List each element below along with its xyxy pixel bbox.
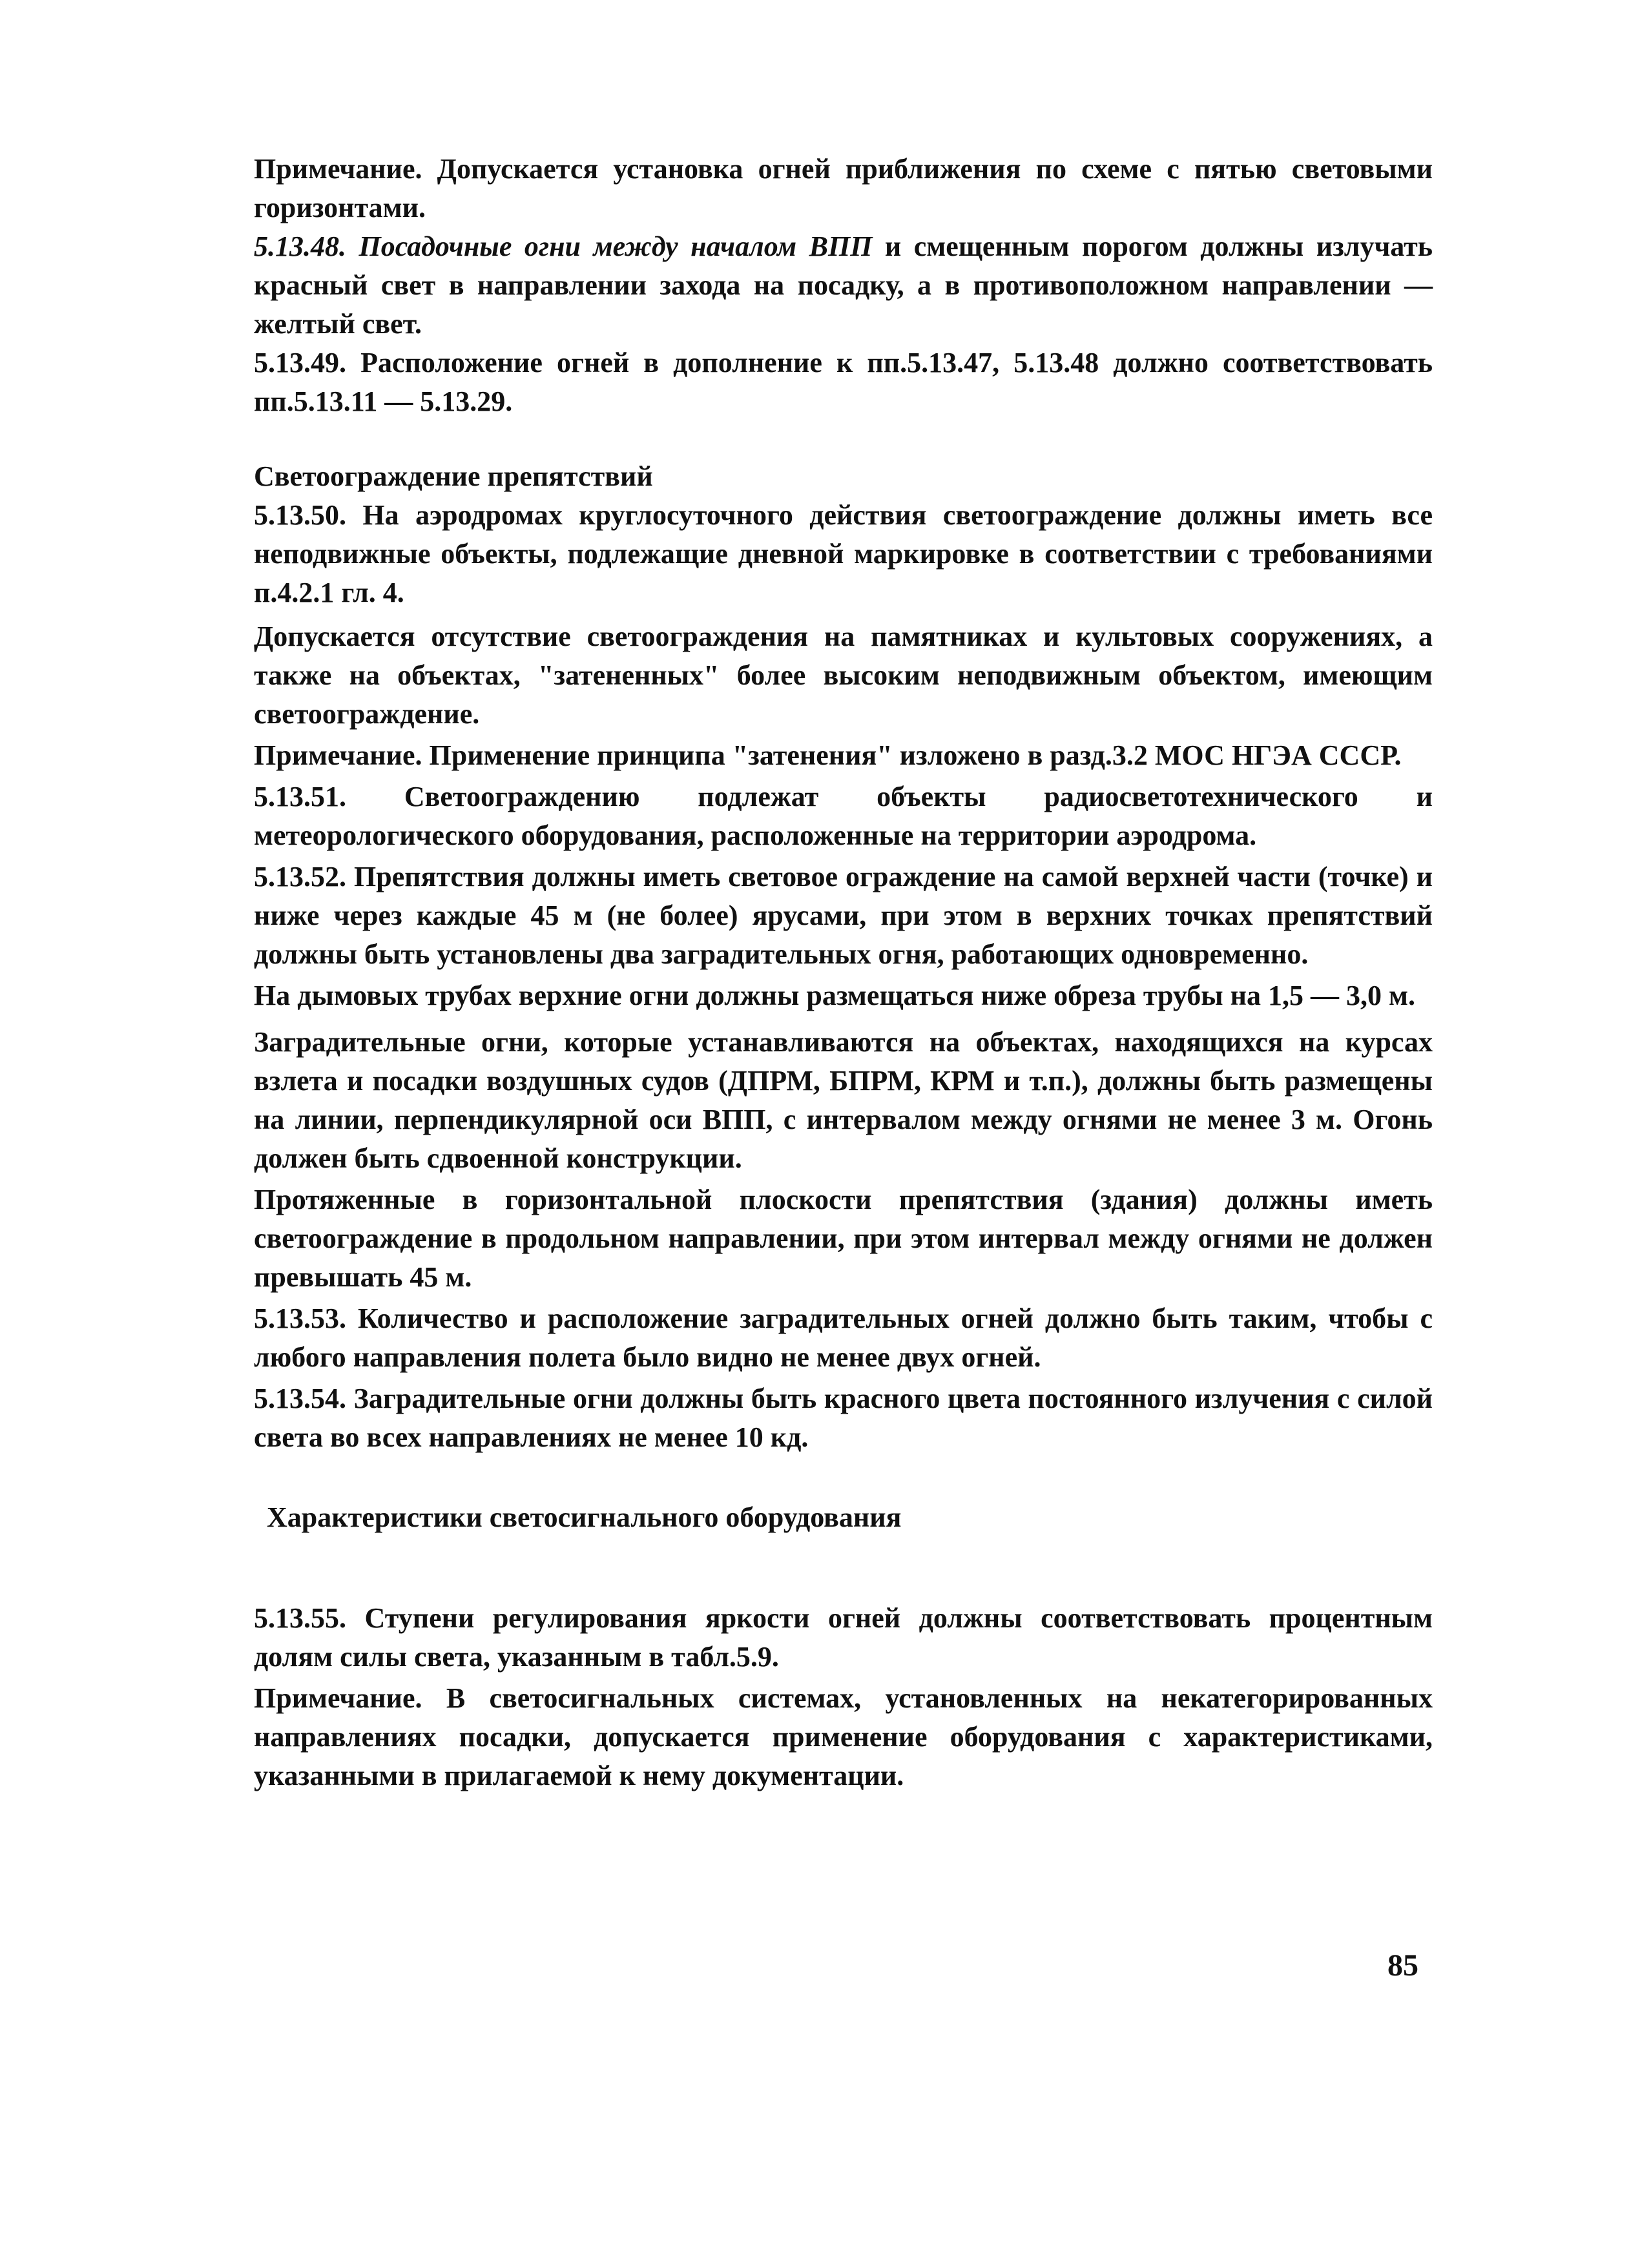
paragraph-5-13-53: 5.13.53. Количество и расположение заградительных огней должно быть таким, чтобы с любого направления полета было видно не менее двух огней. — [254, 1303, 1433, 1373]
spacer — [254, 1457, 1433, 1498]
note-paragraph-3 — [254, 1679, 1433, 1795]
section-heading-obstacles: Светоограждение препятствий — [254, 460, 653, 492]
paragraph-5-13-50: 5.13.50. На аэродромах круглосуточного действия светоограждение должны иметь все неподвижные объекты, подлежащие дневной маркировке в соответствии с требованиями п.4.2.1 гл. 4. — [254, 499, 1433, 608]
paragraph-5-13-52: 5.13.52. Препятствия должны иметь световое ограждение на самой верхней части (точке) и ниже через каждые 45 м (не более) ярусами, при этом в верхних точках препятствий должны быть установлены два заградительных огня, работающих одновременно. — [254, 861, 1433, 970]
paragraph-allowed: Допускается отсутствие светоограждения на памятниках и культовых сооружениях, а также на объектах, "затененных" более высоким неподвижным объектом, имеющим светоограждение. — [254, 621, 1433, 730]
italic-text: Посадочные огни между началом ВПП — [346, 231, 873, 262]
paragraph-chimneys: На дымовых трубах верхние огни должны размещаться ниже обреза трубы на 1,5 — 3,0 м. — [254, 980, 1415, 1011]
note-label: Примечание. — [254, 739, 422, 771]
paragraph-text: и смещенным порогом должны излучать красный свет в направлении захода на посадку, а в противоположном направлении — желтый свет. — [254, 231, 1433, 340]
paragraph-5-13-54: 5.13.54. Заградительные огни должны быть красного цвета постоянного излучения с силой света во всех направлениях не менее 10 кд. — [254, 1383, 1433, 1453]
note-text: В светосигнальных системах, установленных на некатегорированных направлениях посадки, допускается применение оборудования с характеристиками, указанными в прилагаемой к нему документации. — [254, 1682, 1433, 1791]
spacer — [254, 421, 1433, 457]
note-text: Допускается установка огней приближения по схеме с пятью световыми горизонтами. — [254, 153, 1433, 223]
note-paragraph-2 — [254, 736, 1433, 775]
paragraph-5-13-49: 5.13.49. Расположение огней в дополнение к пп.5.13.47, 5.13.48 должно соответствовать пп.5.13.11 — 5.13.29. — [254, 347, 1433, 417]
section-heading-characteristics: Характеристики светосигнального оборудования — [267, 1501, 902, 1533]
spacer — [254, 1537, 1433, 1599]
note-label: Примечание. — [254, 1682, 422, 1714]
note-label: Примечание. — [254, 153, 422, 185]
paragraph-5-13-48 — [254, 227, 1433, 344]
paragraph-number: 5.13.48. — [254, 231, 346, 262]
note-paragraph-1 — [254, 150, 1433, 227]
note-text: Применение принципа "затенения" изложено в разд.3.2 МОС НГЭА СССР. — [422, 739, 1402, 771]
paragraph-barrier-lights: Заградительные огни, которые устанавливаются на объектах, находящихся на курсах взлета и посадки воздушных судов (ДПРМ, БПРМ, КРМ и т.п.), должны быть размещены на линии, перпендикулярной оси ВПП, с интервалом между огнями не менее 3 м. Огонь должен быть сдвоенной конструкции. — [254, 1026, 1433, 1174]
paragraph-5-13-51: 5.13.51. Светоограждению подлежат объекты радиосветотехнического и метеорологического оборудования, расположенные на территории аэродрома. — [254, 781, 1433, 851]
paragraph-extended-obstacles: Протяженные в горизонтальной плоскости препятствия (здания) должны иметь светоограждение в продольном направлении, при этом интервал между огнями не должен превышать 45 м. — [254, 1184, 1433, 1293]
paragraph-5-13-55: 5.13.55. Ступени регулирования яркости огней должны соответствовать процентным долям силы света, указанным в табл.5.9. — [254, 1602, 1433, 1673]
document-page — [254, 150, 1433, 1795]
page-number: 85 — [1387, 1948, 1418, 1983]
